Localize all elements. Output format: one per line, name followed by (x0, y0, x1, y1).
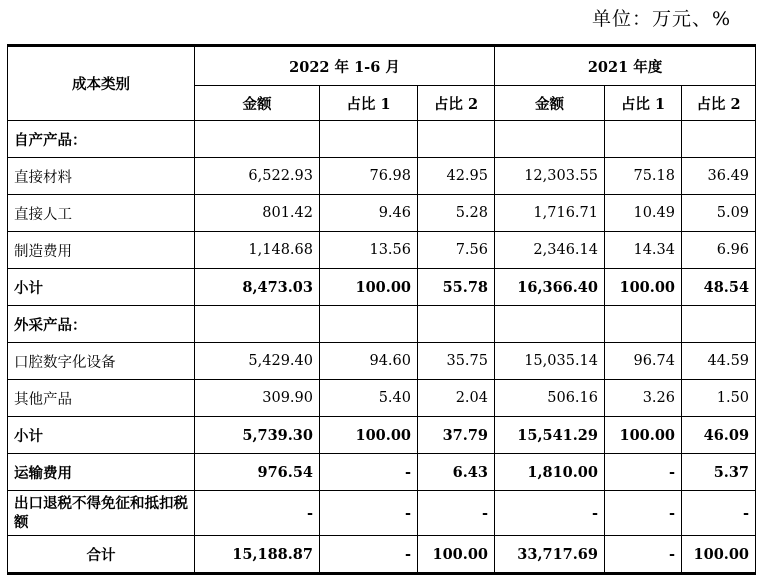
row-value: 36.49 (682, 158, 756, 195)
row-label: 合计 (8, 536, 195, 574)
subheader-ratio-1: 占比 1 (605, 86, 682, 121)
subheader-amount: 金额 (495, 86, 605, 121)
row-value: 15,035.14 (495, 343, 605, 380)
row-value: 44.59 (682, 343, 756, 380)
row-value: 5.09 (682, 195, 756, 232)
table-body (8, 121, 756, 574)
row-value: 55.78 (418, 269, 495, 306)
row-value: 94.60 (320, 343, 418, 380)
row-label: 直接人工 (8, 195, 195, 232)
row-value: 12,303.55 (495, 158, 605, 195)
table-row (8, 491, 756, 536)
row-value: - (682, 491, 756, 536)
table-row (8, 269, 756, 306)
row-value: 100.00 (320, 269, 418, 306)
header-period-2021: 2021 年度 (495, 46, 756, 86)
row-value: 9.46 (320, 195, 418, 232)
row-label: 口腔数字化设备 (8, 343, 195, 380)
table-row (8, 417, 756, 454)
row-value: - (320, 491, 418, 536)
subheader-ratio-2: 占比 2 (682, 86, 756, 121)
row-value: 96.74 (605, 343, 682, 380)
table-row (8, 195, 756, 232)
row-value: - (418, 491, 495, 536)
row-value: 801.42 (195, 195, 320, 232)
row-value (320, 306, 418, 343)
row-value: 14.34 (605, 232, 682, 269)
row-label: 直接材料 (8, 158, 195, 195)
row-value (682, 121, 756, 158)
row-value: - (605, 454, 682, 491)
row-value: 5.40 (320, 380, 418, 417)
row-value (495, 306, 605, 343)
row-value: - (605, 491, 682, 536)
row-value: 15,188.87 (195, 536, 320, 574)
table-row (8, 232, 756, 269)
row-value: 2,346.14 (495, 232, 605, 269)
cost-table (7, 44, 756, 575)
row-value: - (195, 491, 320, 536)
row-value: 5,429.40 (195, 343, 320, 380)
table-row (8, 536, 756, 574)
row-value: 506.16 (495, 380, 605, 417)
row-value: 1,810.00 (495, 454, 605, 491)
row-value: 1,716.71 (495, 195, 605, 232)
row-value (195, 121, 320, 158)
row-value: 100.00 (605, 269, 682, 306)
row-value: 100.00 (682, 536, 756, 574)
table-row (8, 158, 756, 195)
table-row (8, 380, 756, 417)
row-label: 其他产品 (8, 380, 195, 417)
row-value: 15,541.29 (495, 417, 605, 454)
unit-label: 单位：万元、% (591, 8, 731, 30)
row-value: 16,366.40 (495, 269, 605, 306)
row-value: 6.43 (418, 454, 495, 491)
row-value: 33,717.69 (495, 536, 605, 574)
row-value (320, 121, 418, 158)
row-value: 2.04 (418, 380, 495, 417)
table-row (8, 343, 756, 380)
header-period-2022h1: 2022 年 1-6 月 (195, 46, 495, 86)
subheader-ratio-1: 占比 1 (320, 86, 418, 121)
row-label: 小计 (8, 269, 195, 306)
row-value: - (320, 454, 418, 491)
row-value (418, 121, 495, 158)
row-value (605, 121, 682, 158)
table-row (8, 454, 756, 491)
row-value: 42.95 (418, 158, 495, 195)
header-category: 成本类别 (8, 46, 195, 121)
row-value: 3.26 (605, 380, 682, 417)
row-value: 46.09 (682, 417, 756, 454)
row-value: 75.18 (605, 158, 682, 195)
row-value: 6.96 (682, 232, 756, 269)
row-value: 76.98 (320, 158, 418, 195)
row-value: 35.75 (418, 343, 495, 380)
row-value: 10.49 (605, 195, 682, 232)
row-value: 13.56 (320, 232, 418, 269)
row-value: - (320, 536, 418, 574)
subheader-amount: 金额 (195, 86, 320, 121)
row-label: 出口退税不得免征和抵扣税额 (8, 491, 195, 536)
row-value: 100.00 (320, 417, 418, 454)
row-label: 自产产品： (8, 121, 195, 158)
row-label: 外采产品： (8, 306, 195, 343)
row-value: 100.00 (418, 536, 495, 574)
row-label: 小计 (8, 417, 195, 454)
row-value: 1.50 (682, 380, 756, 417)
row-value: 976.54 (195, 454, 320, 491)
row-value: 100.00 (605, 417, 682, 454)
row-value (418, 306, 495, 343)
row-value: 6,522.93 (195, 158, 320, 195)
row-value (605, 306, 682, 343)
row-value: 5.37 (682, 454, 756, 491)
row-value (495, 121, 605, 158)
row-label: 制造费用 (8, 232, 195, 269)
row-value: 1,148.68 (195, 232, 320, 269)
table-row (8, 306, 756, 343)
row-value: 5.28 (418, 195, 495, 232)
row-value: 8,473.03 (195, 269, 320, 306)
row-value (195, 306, 320, 343)
row-value: 7.56 (418, 232, 495, 269)
row-label: 运输费用 (8, 454, 195, 491)
row-value: 5,739.30 (195, 417, 320, 454)
row-value: - (605, 536, 682, 574)
row-value: - (495, 491, 605, 536)
row-value: 37.79 (418, 417, 495, 454)
subheader-ratio-2: 占比 2 (418, 86, 495, 121)
table-row (8, 121, 756, 158)
row-value (682, 306, 756, 343)
row-value: 48.54 (682, 269, 756, 306)
row-value: 309.90 (195, 380, 320, 417)
